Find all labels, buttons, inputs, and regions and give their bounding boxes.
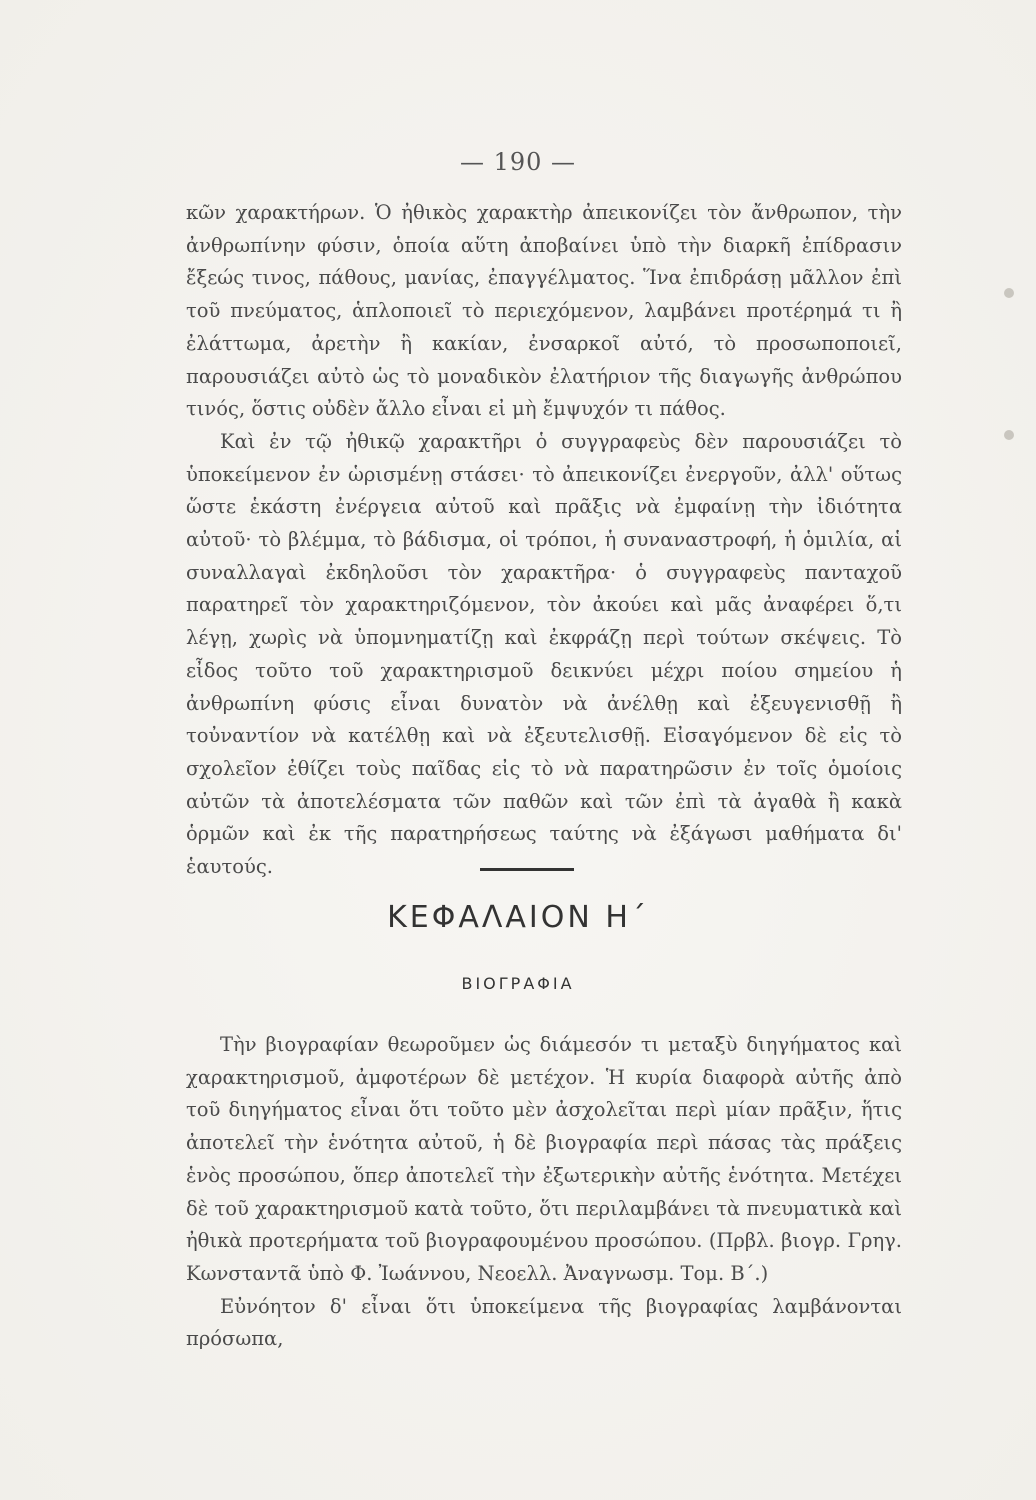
- section-text-biography: [186, 1029, 902, 1356]
- paragraph: Καὶ ἐν τῷ ἠθικῷ χαρακτῆρι ὁ συγγραφεὺς δὲν παρουσιάζει τὸ ὑποκείμενον ἐν ὡρισμένῃ στάσει· τὸ ἀπεικονίζει ἐνεργοῦν, ἀλλ' οὕτως ὥστε ἑκάστη ἐνέργεια αὐτοῦ καὶ πρᾶξις νὰ ἐμφαίνῃ τὴν ἰδιότητα αὐτοῦ· τὸ βλέμμα, τὸ βάδισμα, οἱ τρόποι, ἡ συναναστροφή, ἡ ὁμιλία, αἱ συναλλαγαὶ ἐκδηλοῦσι τὸν χαρακτῆρα· ὁ συγγραφεὺς πανταχοῦ παρατηρεῖ τὸν χαρακτηριζόμενον, τὸν ἀκούει καὶ μᾶς ἀναφέρει ὅ,τι λέγῃ, χωρὶς νὰ ὑπομνηματίζῃ καὶ ἐκφράζῃ περὶ τούτων σκέψεις. Τὸ εἶδος τοῦτο τοῦ χαρακτηρισμοῦ δεικνύει μέχρι ποίου σημείου ἡ ἀνθρωπίνη φύσις εἶναι δυνατὸν νὰ ἀνέλθῃ καὶ ἐξευγενισθῇ ἢ τοὐναντίον νὰ κατέλθῃ καὶ νὰ ἐξευτελισθῇ. Εἰσαγόμενον δὲ εἰς τὸ σχολεῖον ἐθίζει τοὺς παῖδας εἰς τὸ νὰ παρατηρῶσιν ἐν τοῖς ὁμοίοις αὐτῶν τὰ ἀποτελέσματα τῶν παθῶν καὶ τῶν ἐπὶ τὰ ἀγαθὰ ἢ κακὰ ὁρμῶν καὶ ἐκ τῆς παρατηρήσεως ταύτης νὰ ἐξάγωσι μαθήματα δι' ἑαυτούς.: [186, 429, 902, 879]
- section-divider: [480, 868, 574, 871]
- margin-smudge: [1004, 288, 1014, 298]
- paragraph: Εὐνόητον δ' εἶναι ὅτι ὑποκείμενα τῆς βιογραφίας λαμβάνονται πρόσωπα,: [186, 1294, 902, 1351]
- section-title: ΒΙΟΓΡΑΦΙΑ: [461, 974, 575, 993]
- section-text-characterization: [186, 197, 902, 884]
- paragraph: Τὴν βιογραφίαν θεωροῦμεν ὡς διάμεσόν τι μεταξὺ διηγήματος καὶ χαρακτηρισμοῦ, ἀμφοτέρων δὲ μετέχον. Ἡ κυρία διαφορὰ αὐτῆς ἀπὸ τοῦ διηγήματος εἶναι ὅτι τοῦτο μὲν ἀσχολεῖται περὶ μίαν πρᾶξιν, ἥτις ἀποτελεῖ τὴν ἑνότητα αὐτοῦ, ἡ δὲ βιογραφία περὶ πάσας τὰς πράξεις ἑνὸς προσώπου, ὅπερ ἀποτελεῖ τὴν ἐξωτερικὴν αὐτῆς ἑνότητα. Μετέχει δὲ τοῦ χαρακτηρισμοῦ κατὰ τοῦτο, ὅτι περιλαμβάνει τὰ πνευματικὰ καὶ ἠθικὰ προτερήματα τοῦ βιογραφουμένου προσώπου. (Πρβλ. βιογρ. Γρηγ. Κωνσταντᾶ ὑπὸ Φ. Ἰωάννου, Νεοελλ. Ἀναγνωσμ. Τομ. Β΄.): [186, 1033, 902, 1285]
- margin-smudge: [1004, 430, 1014, 440]
- chapter-title: ΚΕΦΑΛΑΙΟΝ Η΄: [387, 900, 649, 935]
- paragraph: κῶν χαρακτήρων. Ὁ ἠθικὸς χαρακτὴρ ἀπεικονίζει τὸν ἄνθρωπον, τὴν ἀνθρωπίνην φύσιν, ὁποία αὕτη ἀποβαίνει ὑπὸ τὴν διαρκῆ ἐπίδρασιν ἔξεώς τινος, πάθους, μανίας, ἐπαγγέλματος. Ἵνα ἐπιδράσῃ μᾶλλον ἐπὶ τοῦ πνεύματος, ἁπλοποιεῖ τὸ περιεχόμενον, λαμβάνει προτέρημά τι ἢ ἐλάττωμα, ἀρετὴν ἢ κακίαν, ἐνσαρκοῖ αὐτό, τὸ προσωποποιεῖ, παρουσιάζει αὐτὸ ὡς τὸ μοναδικὸν ἐλατήριον τῆς διαγωγῆς ἀνθρώπου τινός, ὅστις οὐδὲν ἄλλο εἶναι εἰ μὴ ἔμψυχόν τι πάθος.: [186, 201, 902, 421]
- page-number: — 190 —: [459, 148, 577, 176]
